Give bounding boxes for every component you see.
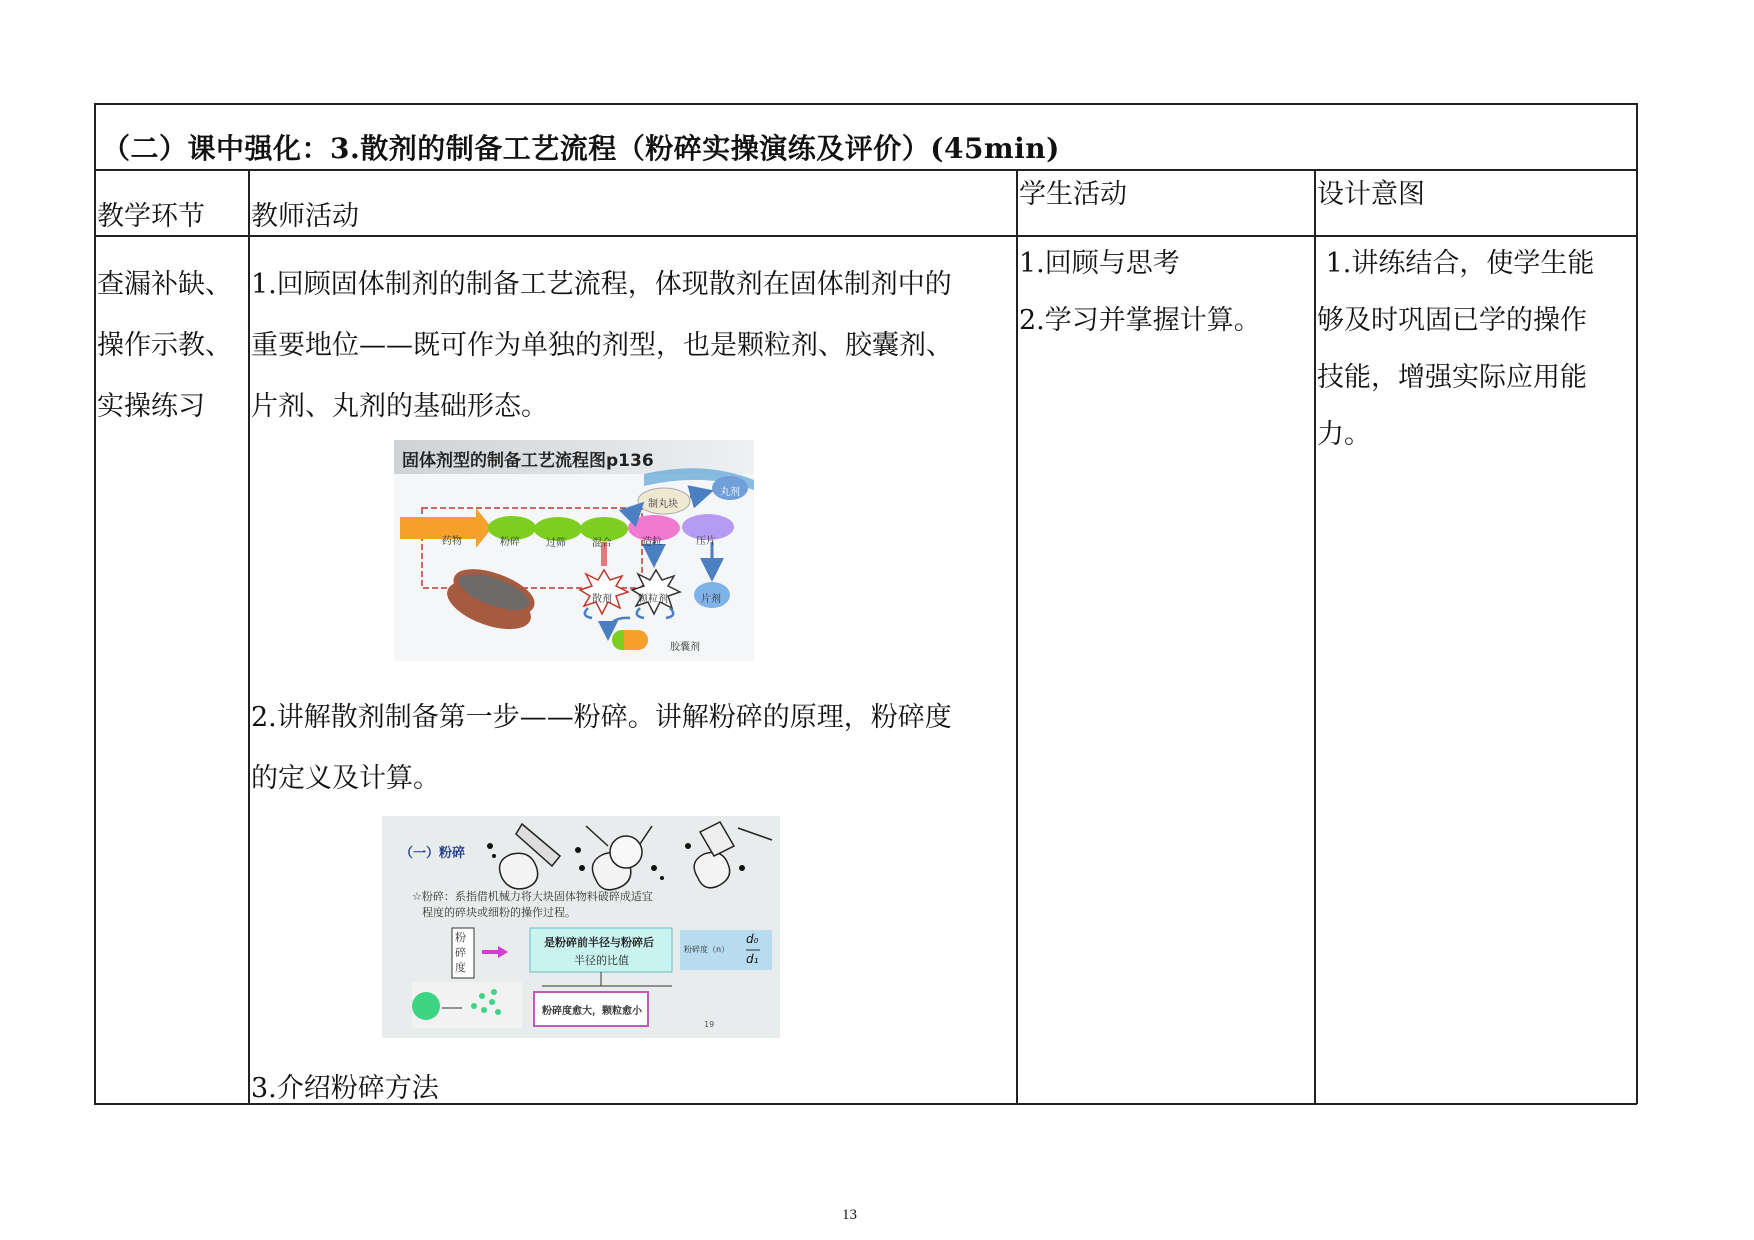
teacher-text-line: 3.介绍粉碎方法 [251,1073,439,1104]
page-number: 13 [842,1207,857,1223]
flow-label-press: 压片 [696,536,716,547]
flow-label-pill-block: 制丸块 [648,499,678,510]
flow-label-powder: 散剂 [592,594,612,605]
teacher-text-line: 重要地位——既可作为单独的剂型，也是颗粒剂、胶囊剂、 [251,330,953,361]
stage-line: 查漏补缺、 [97,269,232,300]
design-intent-line: 力。 [1317,419,1371,450]
flow-label-sieve: 过筛 [546,538,566,549]
flow-label-granule: 颗粒剂 [638,594,668,605]
slide-ratio-line: 半径的比值 [574,954,629,967]
flow-label-capsule: 胶囊剂 [670,642,700,653]
design-intent-line: 技能，增强实际应用能 [1317,362,1587,393]
flow-label-granulate: 造粒 [642,537,662,548]
teacher-text-line: 片剂、丸剂的基础形态。 [251,391,548,422]
slide-formula-numerator: d₀ [746,932,759,946]
slide-definition-line: 程度的碎块或细粉的操作过程。 [422,906,576,919]
student-activity-line: 2.学习并掌握计算。 [1019,305,1261,336]
header-teacher: 教师活动 [251,201,359,232]
flow-label-pill: 丸剂 [720,487,740,498]
header-design: 设计意图 [1317,179,1425,210]
design-intent-line: 够及时巩固已学的操作 [1317,305,1587,336]
flow-label-crush: 粉碎 [500,537,520,548]
flow-label-mix: 混合 [592,538,612,549]
teacher-text-line: 2.讲解散剂制备第一步——粉碎。讲解粉碎的原理，粉碎度 [251,702,952,733]
design-intent-line: 1.讲练结合，使学生能 [1317,248,1595,279]
flow-label-drug: 药物 [442,536,462,547]
process-flow-figure [394,440,754,661]
slide-formula-denominator: d₁ [746,952,759,966]
process-flow-diagram [394,440,754,661]
slide-degree-label: 粉碎度 [455,931,466,974]
section-title: （二）课中强化：3.散剂的制备工艺流程（粉碎实操演练及评价）(45min) [102,132,1060,165]
stage-line: 操作示教、 [97,330,232,361]
header-student: 学生活动 [1019,179,1127,210]
slide-formula-label: 粉碎度（n） [684,945,730,954]
slide-conclusion: 粉碎度愈大，颗粒愈小 [542,1006,642,1017]
stage-line: 实操练习 [97,391,205,422]
header-stage: 教学环节 [97,201,205,232]
slide-number: 19 [704,1020,715,1029]
teacher-text-line: 1.回顾固体制剂的制备工艺流程，体现散剂在固体制剂中的 [251,269,952,300]
crushing-slide-figure [382,816,780,1038]
slide-definition-line: ☆粉碎：系指借机械力将大块固体物料破碎成适宜 [412,890,653,903]
flow-title: 固体剂型的制备工艺流程图p136 [402,451,654,471]
student-activity-line: 1.回顾与思考 [1019,248,1180,279]
slide-heading: （一）粉碎 [400,846,466,861]
teacher-text-line: 的定义及计算。 [251,763,440,794]
slide-ratio-line: 是粉碎前半径与粉碎后 [544,936,654,949]
flow-label-tablet: 片剂 [701,594,721,605]
